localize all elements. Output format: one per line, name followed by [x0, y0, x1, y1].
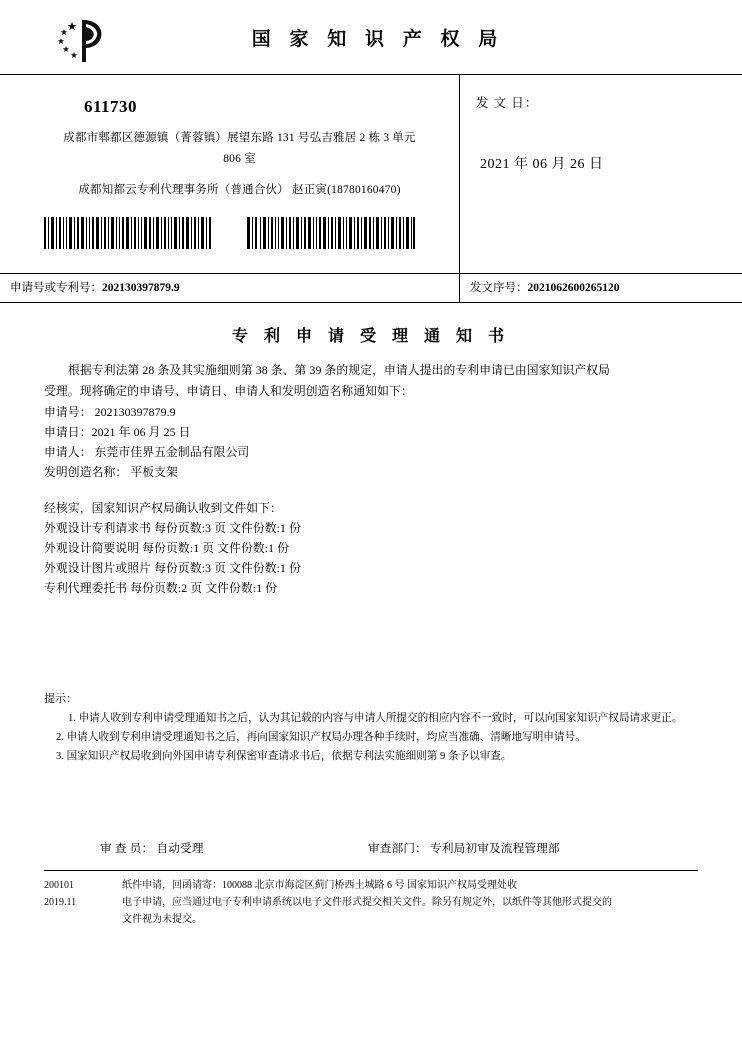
tip-item-2: 2. 申请人收到专利申请受理通知书之后，再向国家知识产权局办理各种手续时，均应当准确、清晰地写明申请号。 [56, 732, 586, 743]
addressee-address-line-2: 806 室 [223, 153, 256, 165]
document-item-brief-description: 外观设计简要说明 每份页数:1 页 文件份数:1 份 [44, 541, 290, 555]
footer-notes [122, 877, 698, 928]
office-title: 国 家 知 识 产 权 局 [251, 28, 505, 50]
document-item-drawings: 外观设计图片或照片 每份页数:3 页 文件份数:1 份 [44, 561, 301, 575]
barcode-document-number [44, 217, 212, 249]
application-number-cell [0, 274, 460, 302]
tips-label: 提示： [44, 693, 77, 705]
dispatch-date-label: 发 文 日： [476, 96, 539, 110]
dispatch-number-cell [460, 274, 742, 302]
notice-paragraph-1: 根据专利法第 28 条及其实施细则第 38 条、第 39 条的规定，申请人提出的专利申请已由国家知识产权局 [68, 363, 611, 377]
agency-line: 成都知都云专利代理事务所（普通合伙） 赵正寅(18780160470) [78, 184, 401, 196]
document-item-request: 外观设计专利请求书 每份页数:3 页 文件份数:1 份 [44, 521, 301, 535]
spacer-large [44, 598, 698, 686]
addressee-panel [0, 75, 460, 273]
examiner-label: 审 查 员： [100, 842, 154, 855]
field-applicant: 申请人： 东莞市佳界五金制品有限公司 [44, 445, 250, 459]
examiner-row [44, 840, 698, 871]
examiner-cell [100, 840, 368, 856]
footer-note-electronic: 电子申请，应当通过电子专利申请系统以电子文件形式提交相关文件。除另有规定外，以纸件等其他形式提交的 [122, 897, 612, 908]
notice-paragraph-1-continued: 受理。现将确定的申请号、申请日、申请人和发明创造名称通知如下： [44, 384, 413, 398]
tip-item-1: 1. 申请人收到专利申请受理通知书之后，认为其记载的内容与申请人所提交的相应内容不一致时，可以向国家知识产权局请求更正。 [68, 713, 683, 724]
address-and-date-block [0, 75, 742, 274]
tip-item-3: 3. 国家知识产权局收到向外国申请专利保密审查请求书后，依据专利法实施细则第 9 条予以审查。 [56, 751, 512, 762]
number-row [0, 274, 742, 303]
field-application-date: 申请日：2021 年 06 月 25 日 [44, 425, 191, 439]
addressee-address-line-1: 成都市郫都区德源镇（菁蓉镇）展望东路 131 号弘吉雅居 2 栋 3 单元 [63, 132, 416, 144]
document-number: 611730 [84, 97, 138, 116]
department-label: 审查部门： [368, 842, 427, 855]
dispatch-number-label: 发文序号： [470, 282, 528, 294]
document-header [0, 0, 742, 75]
footer-note-paper: 纸件申请，回函请寄：100088 北京市海淀区蓟门桥西土城路 6 号 国家知识产权局受理处收 [122, 880, 517, 891]
document-body [0, 323, 742, 871]
examiner-value: 自动受理 [156, 842, 204, 855]
field-invention-title: 发明创造名称： 平板支架 [44, 465, 178, 479]
department-cell [368, 840, 680, 856]
application-number-label: 申请号或专利号： [10, 282, 102, 294]
dispatch-date-panel [460, 75, 742, 273]
dispatch-date-value: 2021 年 06 月 26 日 [480, 157, 604, 172]
dispatch-number-value: 2021062600265120 [527, 282, 620, 294]
footer-code-2: 2019.11 [44, 897, 77, 908]
footer-form-codes [44, 877, 122, 928]
footer-code-1: 200101 [44, 880, 74, 891]
sipo-emblem-logo [42, 16, 122, 64]
barcode-group [0, 217, 459, 249]
field-application-number: 申请号： 202130397879.9 [44, 405, 176, 419]
documents-intro: 经核实，国家知识产权局确认收到文件如下： [44, 501, 282, 515]
notice-title: 专 利 申 请 受 理 通 知 书 [231, 328, 510, 345]
department-value: 专利局初审及流程管理部 [430, 842, 560, 855]
barcode-dispatch-number [247, 217, 415, 249]
document-item-power-of-attorney: 专利代理委托书 每份页数:2 页 文件份数:1 份 [44, 581, 278, 595]
footer-note-electronic-continued: 文件视为未提交。 [122, 914, 202, 925]
document-footer [0, 871, 742, 928]
application-number-value: 202130397879.9 [102, 282, 180, 294]
spacer [44, 482, 698, 498]
